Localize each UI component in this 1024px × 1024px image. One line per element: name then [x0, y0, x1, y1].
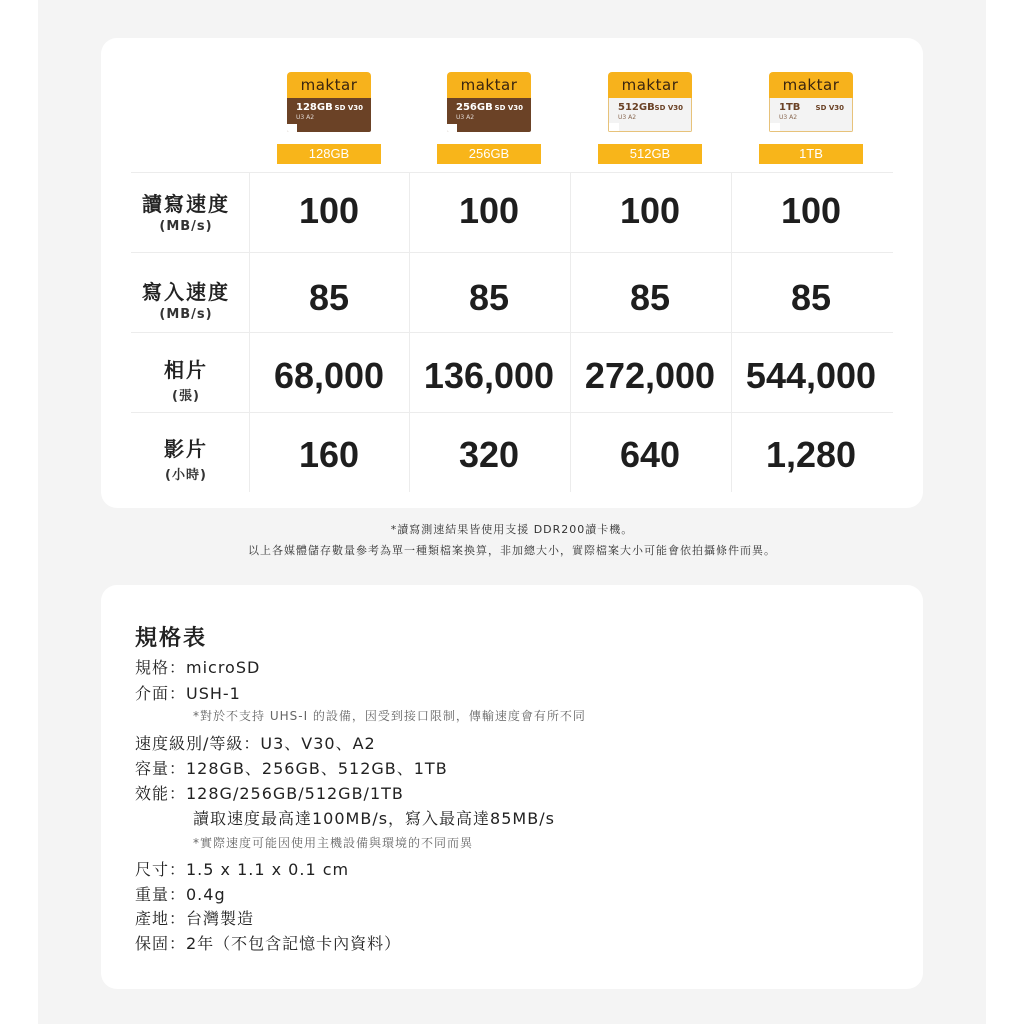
table-cell: 1,280 — [765, 434, 857, 475]
spec-interface-note: *對於不支持 UHS-I 的設備，因受到接口限制，傳輸速度會有所不同 — [193, 709, 586, 723]
spec-warranty: 保固：2年（不包含記憶卡內資料） — [135, 934, 402, 953]
spec-performance-note: *實際速度可能因使用主機設備與環境的不同而異 — [193, 836, 474, 850]
comparison-table-card — [101, 38, 923, 508]
row-divider — [131, 332, 893, 333]
microsd-logo-icon: SD V30 — [654, 104, 683, 112]
table-cell: 100 — [780, 190, 842, 231]
row-divider — [131, 172, 893, 173]
card-capacity: 512GB — [618, 102, 655, 113]
spec-speed-class: 速度級別/等級：U3、V30、A2 — [135, 734, 376, 753]
card-capacity: 256GB — [456, 102, 493, 113]
row-divider — [131, 412, 893, 413]
spec-origin: 產地：台灣製造 — [135, 909, 255, 928]
table-cell: 85 — [790, 277, 832, 318]
row-divider — [131, 252, 893, 253]
table-cell: 320 — [458, 434, 520, 475]
row-label-write-speed: 寫入速度 (MB/s) — [142, 280, 230, 322]
table-cell: 640 — [619, 434, 681, 475]
product-header-512gb — [598, 72, 702, 164]
microsd-logo-icon: SD V30 — [334, 104, 363, 112]
table-cell: 100 — [298, 190, 360, 231]
card-class: U3 A2 — [456, 114, 475, 121]
spec-weight: 重量：0.4g — [135, 885, 226, 904]
sd-card-image — [447, 72, 531, 132]
capacity-label: 128GB — [277, 144, 381, 164]
table-cell: 272,000 — [584, 355, 716, 396]
spec-interface: 介面：USH-1 — [135, 684, 241, 703]
spec-size: 尺寸：1.5 x 1.1 x 0.1 cm — [135, 860, 350, 879]
card-class: U3 A2 — [618, 114, 637, 121]
product-header-1tb — [759, 72, 863, 164]
capacity-label: 512GB — [598, 144, 702, 164]
card-class: U3 A2 — [296, 114, 315, 121]
card-class: U3 A2 — [779, 114, 798, 121]
capacity-label: 1TB — [759, 144, 863, 164]
brand-logo: maktar — [608, 72, 692, 98]
table-cell: 85 — [308, 277, 350, 318]
spec-performance: 效能：128G/256GB/512GB/1TB — [135, 784, 404, 803]
capacity-label: 256GB — [437, 144, 541, 164]
sd-card-image — [287, 72, 371, 132]
product-header-128gb — [277, 72, 381, 164]
table-cell: 85 — [468, 277, 510, 318]
table-cell: 68,000 — [273, 355, 385, 396]
brand-logo: maktar — [447, 72, 531, 98]
row-label-photos: 相片 (張) — [164, 358, 208, 404]
table-cell: 100 — [458, 190, 520, 231]
row-label-video: 影片 (小時) — [164, 437, 208, 483]
footnote-storage-estimate: 以上各媒體儲存數量參考為單一種類檔案換算，非加總大小，實際檔案大小可能會依拍攝條件而異。 — [248, 544, 776, 557]
row-label-read-speed: 讀寫速度 (MB/s) — [142, 192, 230, 234]
product-header-256gb — [437, 72, 541, 164]
card-capacity: 1TB — [779, 102, 801, 113]
brand-logo: maktar — [287, 72, 371, 98]
microsd-logo-icon: SD V30 — [815, 104, 844, 112]
sd-card-image — [769, 72, 853, 132]
table-cell: 136,000 — [423, 355, 555, 396]
card-capacity: 128GB — [296, 102, 333, 113]
brand-logo: maktar — [769, 72, 853, 98]
table-cell: 160 — [298, 434, 360, 475]
microsd-logo-icon: SD V30 — [494, 104, 523, 112]
table-cell: 85 — [629, 277, 671, 318]
table-cell: 100 — [619, 190, 681, 231]
spec-card — [101, 585, 923, 989]
spec-format: 規格：microSD — [135, 658, 261, 677]
spec-performance-detail: 讀取速度最高達100MB/s，寫入最高達85MB/s — [193, 809, 555, 828]
spec-capacity: 容量：128GB、256GB、512GB、1TB — [135, 759, 448, 778]
sd-card-image — [608, 72, 692, 132]
table-cell: 544,000 — [745, 355, 877, 396]
footnote-test-method: *讀寫測速結果皆使用支援 DDR200讀卡機。 — [390, 523, 634, 536]
spec-title: 規格表 — [135, 626, 208, 651]
